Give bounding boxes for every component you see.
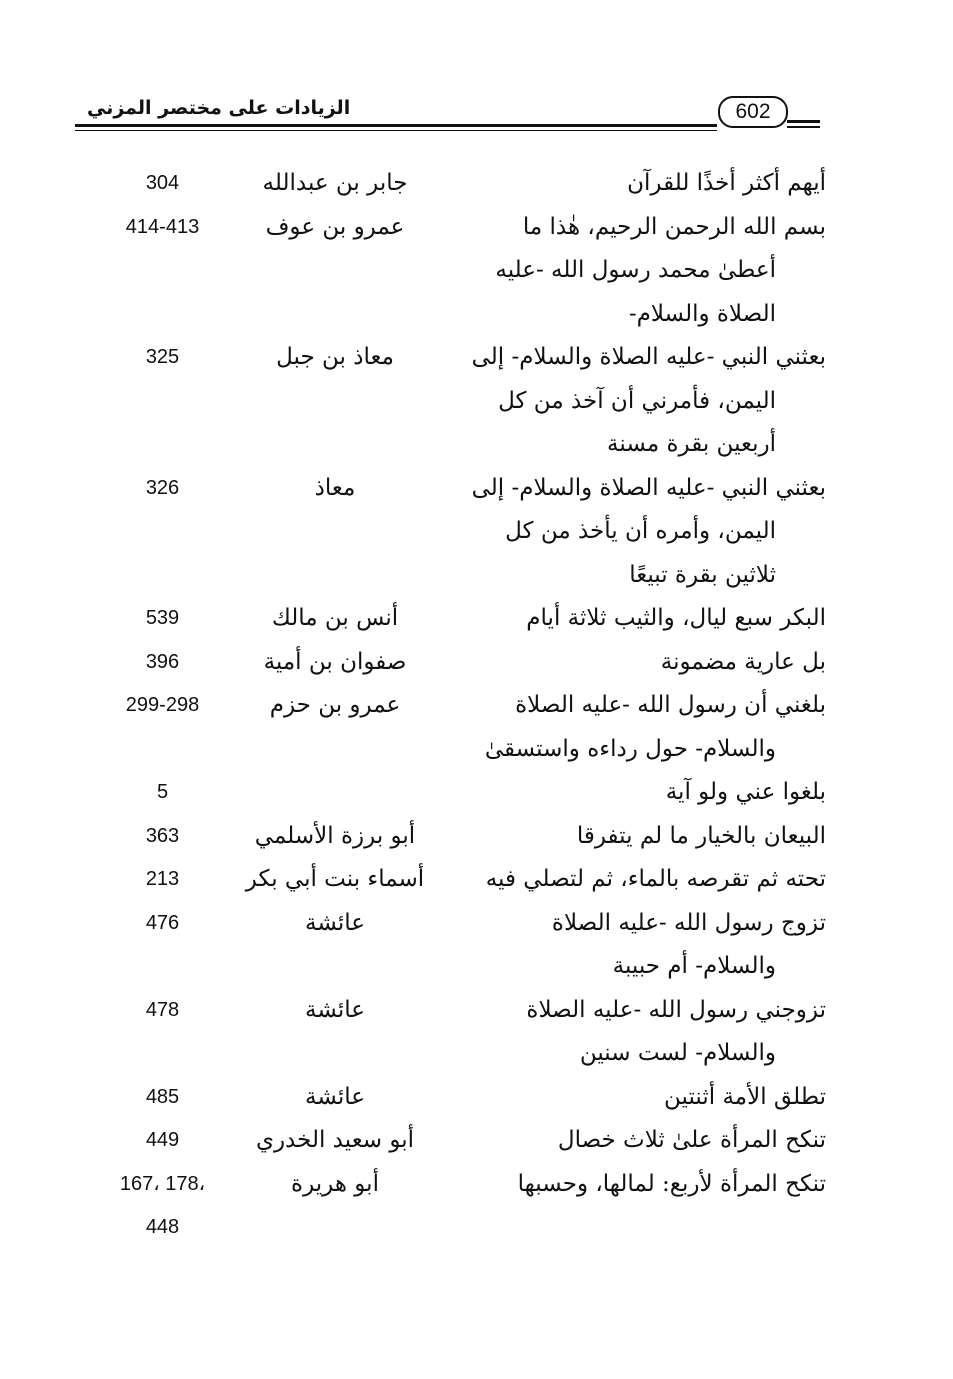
page-reference bbox=[95, 467, 230, 511]
page-reference-line: 304 bbox=[145, 172, 180, 194]
hadith-text-line: والسلام- لست سنين bbox=[579, 1040, 776, 1066]
narrator-name: أنس بن مالك bbox=[271, 605, 399, 631]
page-reference-line: 167، 178، bbox=[119, 1172, 206, 1195]
hadith-text-line: تزوج رسول الله -عليه الصلاة bbox=[551, 909, 826, 936]
hadith-text-line: تحته ثم تقرصه بالماء، ثم لتصلي فيه bbox=[485, 866, 826, 892]
page-reference bbox=[95, 815, 230, 859]
header-rule-tail-thin bbox=[787, 126, 820, 128]
page-reference-line: 213 bbox=[145, 868, 180, 890]
hadith-text-line: تنكح المرأة علىٰ ثلاث خصال bbox=[557, 1127, 826, 1153]
hadith-text bbox=[456, 1163, 826, 1207]
hadith-text-line: الصلاة والسلام- bbox=[628, 300, 776, 327]
narrator-name: عمرو بن عوف bbox=[265, 213, 405, 240]
narrator-name: معاذ بن جبل bbox=[276, 344, 394, 370]
narrator-name: معاذ bbox=[314, 474, 356, 501]
hadith-text-line: والسلام- حول رداءه واستسقىٰ bbox=[484, 735, 776, 762]
hadith-text bbox=[456, 815, 826, 859]
hadith-text-line: البيعان بالخيار ما لم يتفرقا bbox=[576, 822, 826, 849]
header-rule-tail bbox=[787, 120, 820, 123]
narrator-name: أبو برزة الأسلمي bbox=[254, 822, 416, 849]
hadith-text-line: والسلام- أم حبيبة bbox=[612, 953, 776, 979]
hadith-text-line: بلغني أن رسول الله -عليه الصلاة bbox=[515, 692, 826, 718]
hadith-text-line: بسم الله الرحمن الرحيم، هٰذا ما bbox=[522, 213, 826, 240]
hadith-text bbox=[456, 989, 826, 1076]
page-reference bbox=[95, 336, 230, 380]
page-reference-line: 449 bbox=[145, 1129, 180, 1151]
page-reference-line: 363 bbox=[145, 824, 180, 847]
page-reference bbox=[95, 1119, 230, 1163]
page-reference-line: 448 bbox=[145, 1216, 180, 1238]
hadith-text-line: أعطىٰ محمد رسول الله -عليه bbox=[495, 257, 776, 283]
hadith-text-line: اليمن، فأمرني أن آخذ من كل bbox=[498, 387, 776, 414]
page-reference-line: 326 bbox=[145, 476, 180, 499]
hadith-text-line: بعثني النبي -عليه الصلاة والسلام- إلى bbox=[471, 344, 826, 370]
page-reference bbox=[95, 641, 230, 685]
hadith-text-line: ثلاثين بقرة تبيعًا bbox=[629, 561, 776, 588]
hadith-text-line: أيهم أكثر أخذًا للقرآن bbox=[627, 170, 826, 196]
page-reference-line: 478 bbox=[145, 998, 180, 1021]
narrator-name: عائشة bbox=[305, 1083, 365, 1110]
page-reference-line: 396 bbox=[145, 650, 180, 673]
hadith-text bbox=[456, 641, 826, 685]
page-reference bbox=[95, 162, 230, 206]
hadith-text-line: بل عارية مضمونة bbox=[660, 648, 826, 675]
hadith-text bbox=[456, 1076, 826, 1120]
hadith-text bbox=[456, 1119, 826, 1163]
page-reference bbox=[95, 902, 230, 946]
hadith-text bbox=[456, 597, 826, 641]
page-reference-line: 485 bbox=[145, 1085, 180, 1108]
narrator-name: عائشة bbox=[305, 909, 365, 936]
narrator-name: عائشة bbox=[305, 996, 365, 1023]
page-reference bbox=[95, 858, 230, 902]
hadith-text bbox=[456, 771, 826, 815]
hadith-text bbox=[456, 467, 826, 598]
page-reference bbox=[95, 1076, 230, 1120]
page-reference bbox=[95, 206, 230, 250]
hadith-text bbox=[456, 858, 826, 902]
running-title: الزيادات على مختصر المزني bbox=[87, 97, 351, 119]
hadith-text bbox=[456, 336, 826, 467]
page-number: 602 bbox=[718, 96, 788, 128]
page-reference bbox=[95, 684, 230, 728]
narrator-name: أبو سعيد الخدري bbox=[255, 1127, 415, 1153]
page-header bbox=[75, 93, 820, 135]
hadith-text-line: بلغوا عني ولو آية bbox=[665, 779, 826, 805]
narrator-name: جابر بن عبدالله bbox=[262, 170, 408, 196]
hadith-text bbox=[456, 206, 826, 337]
page-reference-line: 299-298 bbox=[125, 694, 200, 716]
page-reference-line: 539 bbox=[145, 607, 180, 629]
page-reference bbox=[95, 771, 230, 815]
hadith-text-line: اليمن، وأمره أن يأخذ من كل bbox=[505, 518, 776, 544]
narrator-name: صفوان بن أمية bbox=[263, 648, 407, 675]
page-reference bbox=[95, 989, 230, 1033]
narrator-name: أسماء بنت أبي بكر bbox=[245, 866, 425, 892]
hadith-text-line: البكر سبع ليال، والثيب ثلاثة أيام bbox=[526, 605, 826, 631]
narrator-name: عمرو بن حزم bbox=[269, 692, 401, 718]
header-rule-thin bbox=[75, 130, 717, 131]
page-reference bbox=[95, 597, 230, 641]
hadith-text bbox=[456, 902, 826, 989]
hadith-text bbox=[456, 684, 826, 771]
page-reference-line: 476 bbox=[145, 911, 180, 934]
hadith-text-line: أربعين بقرة مسنة bbox=[607, 431, 776, 457]
page-reference-line: 5 bbox=[156, 781, 169, 803]
page-reference-line: 414-413 bbox=[125, 215, 200, 238]
hadith-text bbox=[456, 162, 826, 206]
narrator-name: أبو هريرة bbox=[291, 1170, 379, 1197]
page-reference bbox=[95, 1163, 230, 1250]
hadith-text-line: تزوجني رسول الله -عليه الصلاة bbox=[526, 996, 826, 1023]
page-reference-line: 325 bbox=[145, 346, 180, 368]
hadith-text-line: بعثني النبي -عليه الصلاة والسلام- إلى bbox=[471, 474, 826, 501]
header-rule bbox=[75, 124, 717, 127]
hadith-text-line: تنكح المرأة لأربع: لمالها، وحسبها bbox=[517, 1170, 826, 1197]
hadith-text-line: تطلق الأمة أثنتين bbox=[664, 1083, 826, 1110]
